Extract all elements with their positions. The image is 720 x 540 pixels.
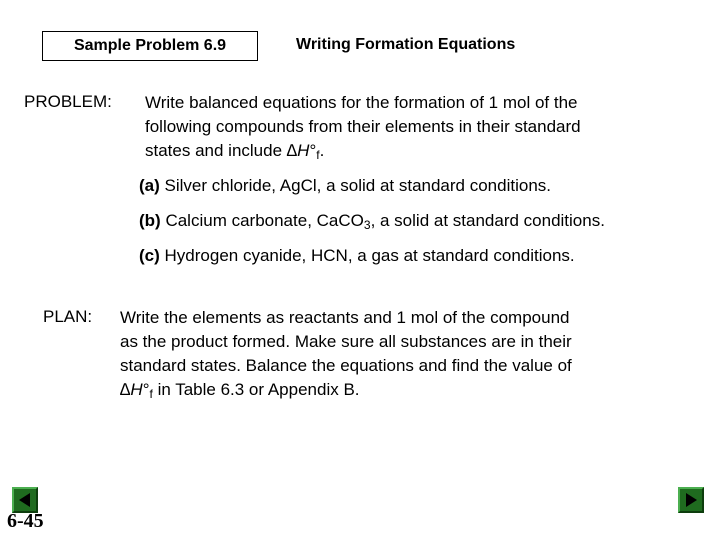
delta-h-symbol: ∆H bbox=[120, 380, 143, 399]
slide-title: Writing Formation Equations bbox=[296, 36, 516, 53]
slide-number: 6-45 bbox=[7, 510, 44, 532]
list-item-a: (a) Silver chloride, AgCl, a solid at standard conditions. bbox=[139, 176, 551, 195]
problem-line-1: Write balanced equations for the formation of 1 mol of the bbox=[145, 93, 578, 112]
problem-label: PROBLEM: bbox=[24, 92, 112, 111]
plan-line-1: Write the elements as reactants and 1 mol of the compound bbox=[120, 308, 570, 327]
plan-label: PLAN: bbox=[43, 307, 93, 326]
plan-line-2: as the product formed. Make sure all substances are in their bbox=[120, 332, 572, 351]
plan-line-4: $\Delta H^\circ_f$ in Table 6.3 or Appendix B. bbox=[120, 380, 360, 401]
problem-line-3: states and include $\Delta H^\circ_f$. bbox=[145, 141, 325, 162]
list-item-b: (b) Calcium carbonate, CaCO$_3$, a solid at standard conditions. bbox=[139, 211, 605, 232]
list-item-c: (c) Hydrogen cyanide, HCN, a gas at standard conditions. bbox=[139, 246, 575, 265]
sample-problem-label bbox=[42, 31, 258, 61]
plan-text bbox=[120, 306, 572, 402]
right-triangle-icon bbox=[680, 489, 702, 511]
problem-text bbox=[145, 91, 581, 163]
next-slide-button[interactable] bbox=[678, 487, 704, 513]
problem-line-2: following compounds from their elements in their standard bbox=[145, 117, 581, 136]
sample-problem-text: Sample Problem 6.9 bbox=[73, 37, 227, 54]
left-triangle-icon bbox=[14, 489, 36, 511]
plan-line-3: standard states. Balance the equations and find the value of bbox=[120, 356, 572, 375]
delta-h-symbol: ∆H bbox=[286, 141, 310, 160]
